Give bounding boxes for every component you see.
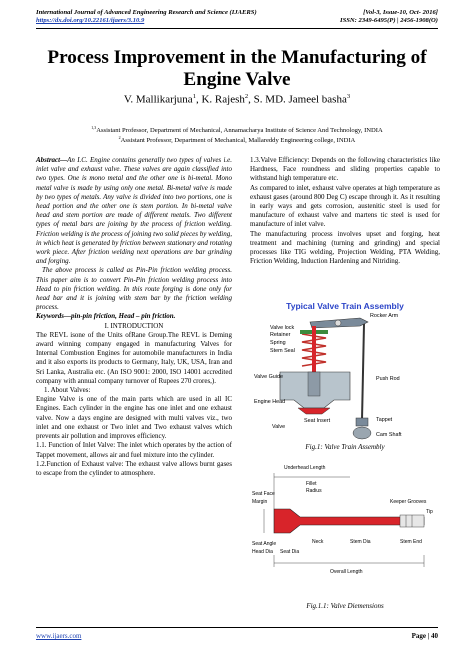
running-header-2	[36, 17, 438, 26]
aff1-text: Assistant Professor, Department of Mechanical, Annamacharya Institute of Science And Technology, INDIA	[96, 127, 383, 135]
fig1-label-valve: Valve	[272, 424, 286, 430]
affiliation-1	[20, 125, 454, 134]
right-column	[250, 156, 440, 266]
left-column	[36, 156, 232, 478]
author-1-sup: 1	[192, 93, 196, 100]
fig1-label-stemseal: Stem Seal	[270, 348, 295, 354]
valve-dimensions-figure	[250, 455, 440, 595]
push-rod-shape	[362, 324, 364, 420]
author-list	[20, 93, 454, 106]
title-line-2: Engine Valve	[183, 69, 291, 90]
fig2-label-fillet: Fillet	[306, 481, 317, 487]
affiliation-2	[20, 135, 454, 144]
fig1-label-head: Engine Head	[254, 399, 286, 405]
intro-p3: 1.1. Function of Inlet Valve: The inlet which operates by the action of Tappet movement, allows air and fuel mixture into the cylinder.	[36, 441, 232, 459]
fig2-label-stemend: Stem End	[400, 539, 422, 545]
valve-train-figure	[250, 300, 440, 442]
fig2-label-stemdia: Stem Dia	[350, 539, 371, 545]
valve-head-shape	[298, 408, 330, 414]
author-sep: ,	[248, 93, 254, 106]
fig1-label-guide: Valve Guide	[254, 374, 283, 380]
aff2-text: Assistant Professor, Department of Mechanical, Mallareddy Engineering college, INDIA	[120, 137, 356, 145]
keywords-text: —pin-pin friction, Head – pin friction.	[64, 312, 176, 321]
paper-title	[20, 47, 454, 91]
intro-heading: I. INTRODUCTION	[104, 321, 164, 330]
intro-p1: The REVL isone of the Units ofRane Group.The REVL is Deming award winning company engaged in manufacturing Valves for Internal Combustion Engines for automobile manufacturers in India and it also exports its products to Germany, Italy, UK, USA, Iran and Sri Lanka, Australia etc. (An ISO 9001: 2000, ISO 14001 accredited company with annual company turnover of Rupees 270 crores,).	[36, 330, 232, 385]
intro-p4: 1.2.Function of Exhaust valve: The exhaust valve allows burnt gases to escape from the cylinder to atmosphere.	[36, 459, 232, 477]
right-p2: As compared to inlet, exhaust valve operates at high temperature as exhaust gases (around 800 Deg C) escape through it. As it resulting in early ways and gets corrosion, austenitic steel is used for manufacture of exhaust valve and martens tic steel is used for manufacture of inlet valve.	[250, 183, 440, 229]
fig1-label-spring: Spring	[270, 340, 286, 346]
page-number: Page | 40	[411, 632, 438, 640]
about-valves-heading: 1. About Valves:	[44, 386, 91, 395]
journal-name: International Journal of Advanced Engineering Research and Science (IJAERS)	[36, 9, 257, 16]
abstract-p2	[36, 266, 232, 312]
fig2-label-seatangle: Seat Angle	[252, 541, 277, 547]
fig2-label-radius: Radius	[306, 488, 322, 494]
fig1-label-camshaft: Cam Shaft	[376, 432, 402, 438]
fig1-caption: Fig.1: Valve Train Assembly	[305, 443, 385, 451]
fig2-caption: Fig.1.1: Valve Diemensions	[306, 602, 384, 610]
aff2-sup: 2	[118, 135, 121, 140]
keywords-label: Keywords	[36, 312, 64, 321]
fig1-label-retainer: Retainer	[270, 332, 291, 338]
title-line-1: Process Improvement in the Manufacturing of	[47, 47, 427, 68]
right-p3: The manufacturing process involves upset and forging, heat treatment and machining (turning and grinding) and special processes like TIG welding, Projection Welding, PTA Welding, Friction Welding, Induction Hardening and Nitriding.	[250, 229, 440, 266]
right-p1: 1.3.Valve Efficiency: Depends on the following characteristics like Hardness, Face roundness and sliding properties capable to withstand high temperature etc.	[250, 156, 440, 183]
fig2-label-overall: Overall Length	[330, 569, 363, 575]
intro-p2: Engine Valve is one of the main parts which are used in all IC Engines. Each cylinder in the engine has one inlet and one exhaust valve. Now a days engine are designed with multi valves viz., two inlet and one exhaust or Two inlet and Two exhaust valves which prevents air pollution and improves efficiency.	[36, 395, 232, 441]
valve-guide-shape	[308, 372, 320, 396]
abstract-text-2: The above process is called as Pin-Pin friction welding process. This paper aim is to convert Pin-Pin friction welding process into Head to pin friction welding. In this route forging is done only for head bar and it is joining with stem bar by the friction welding process.	[36, 266, 232, 312]
journal-url[interactable]: www.ijaers.com	[36, 632, 82, 640]
fig2-label-neck: Neck	[312, 539, 324, 545]
tappet-shape	[356, 418, 368, 426]
author-2: K. Rajesh	[201, 93, 245, 106]
author-3: S. MD. Jameel basha	[253, 93, 347, 106]
fig2-label-seatdia: Seat Dia	[280, 549, 300, 555]
volume-info: [Vol-3, Issue-10, Oct- 2016]	[363, 9, 438, 16]
author-1: V. Mallikarjuna	[123, 93, 193, 106]
abstract-label: Abstract—	[36, 156, 68, 164]
fig1-label-seat: Seat Insert	[304, 418, 331, 424]
fig1-title: Typical Valve Train Assembly	[286, 301, 404, 311]
fig2-label-headdia: Head Dia	[252, 549, 273, 555]
fig1-label-rocker: Rocker Arm	[370, 313, 399, 319]
fig2-label-margin: Margin	[252, 499, 268, 505]
fig2-label-underhead: Underhead Length	[284, 465, 326, 471]
issn: ISSN: 2349-6495(P) | 2456-1908(O)	[340, 17, 438, 24]
fig2-label-keeper: Keeper Grooves	[390, 499, 427, 505]
header-rule	[36, 28, 438, 29]
author-sep: ,	[195, 93, 202, 106]
abstract-text: An I.C. Engine contains generally two types of valves i.e. inlet valve and exhaust valve. These valves are again classified into two types. One is mono metal and the other one is bi-metal. Mono metal valve is made by using only one metal. Bi-metal valve is made by two types of metals. Any valve is divided into two portions, one is head portion and the other one is stem portion. In bi-metal valve head and stem portion are made of different metals. Two different types of metal bars are joining by the process of friction welding. Friction welding is the process of joining two solid pieces by welding, in which heat is generated by friction between stationary and rotating work piece. After friction welding next operations are bar grinding and forging.	[36, 156, 232, 266]
fig2-label-tip: Tip	[426, 509, 433, 515]
cam-shape	[353, 427, 371, 439]
rocker-pivot	[335, 320, 341, 326]
abstract	[36, 156, 232, 266]
aff1-sup: 1,3	[91, 125, 97, 130]
fig1-label-tappet: Tappet	[376, 417, 393, 423]
fig1-label-valvelock: Valve lock	[270, 325, 295, 331]
footer-rule	[36, 627, 438, 628]
fig1-label-pushrod: Push Rod	[376, 376, 400, 382]
doi-link[interactable]: https://dx.doi.org/10.22161/ijaers/3.10.9	[36, 17, 145, 24]
fig2-label-seatface: Seat Face	[252, 491, 275, 497]
author-3-sup: 3	[346, 93, 351, 100]
keywords	[36, 312, 232, 321]
author-2-sup: 2	[244, 93, 249, 100]
